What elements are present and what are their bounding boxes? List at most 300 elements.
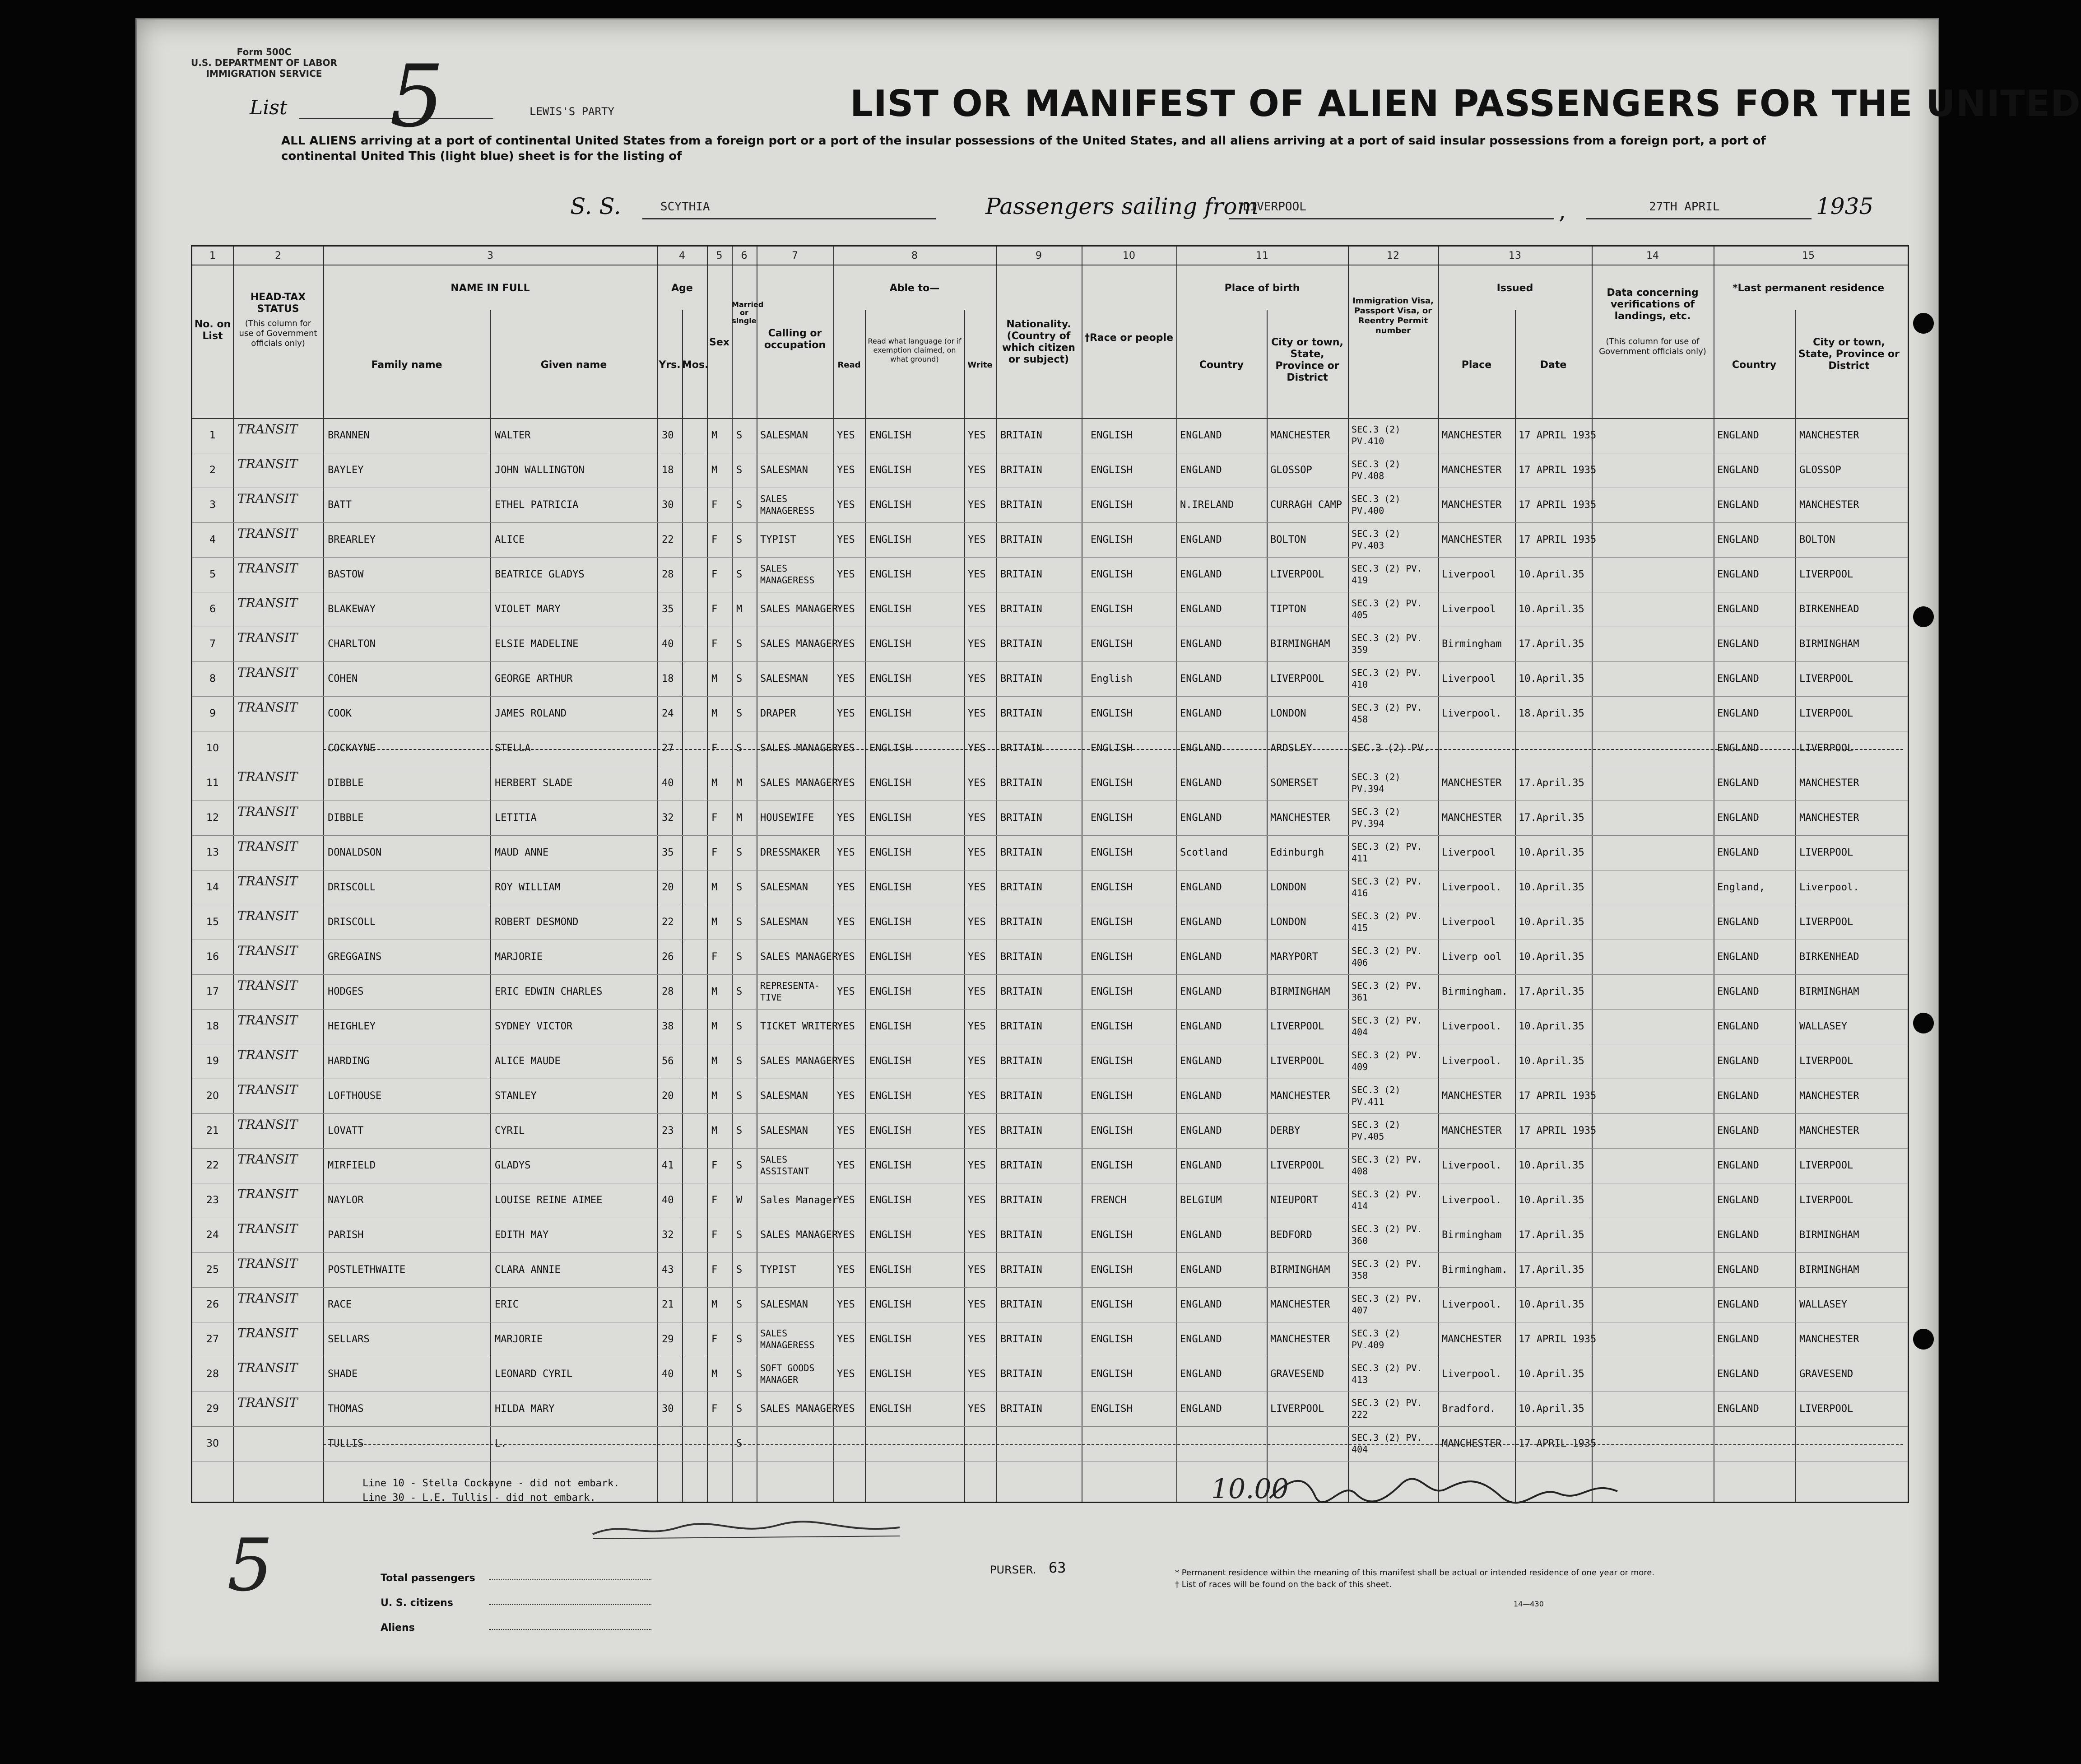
race: ENGLISH (1091, 917, 1133, 928)
manifest-sheet (135, 18, 2081, 1682)
row-rule (192, 522, 1908, 523)
issued-place: Liverp ool (1442, 951, 1502, 963)
age-years: 20 (662, 882, 674, 893)
residence-country: ENGLAND (1717, 812, 1759, 824)
marital-status: S (736, 1229, 743, 1241)
head-tax-status: TRANSIT (237, 804, 298, 819)
sex: M (711, 1368, 718, 1380)
row-rule (192, 974, 1908, 975)
read-language: ENGLISH (869, 638, 911, 650)
nationality: BRITAIN (1000, 777, 1042, 789)
column-rule (732, 247, 733, 1502)
residence-country: ENGLAND (1717, 917, 1759, 928)
form-code: 14—430 (1514, 1600, 1544, 1608)
can-write: YES (968, 1229, 986, 1241)
issued-place: Liverpool (1442, 604, 1496, 615)
row-number: 8 (209, 673, 216, 684)
head-tax-status: TRANSIT (237, 422, 298, 437)
occupation: TICKET WRITER (760, 1021, 838, 1032)
sex: F (711, 847, 718, 858)
race: ENGLISH (1091, 430, 1133, 441)
can-read: YES (837, 465, 855, 476)
column-rule (964, 310, 965, 1502)
race: ENGLISH (1091, 1334, 1133, 1345)
sex: F (711, 1264, 718, 1275)
visa-number: SEC.3 (2) PV.400 (1352, 493, 1401, 516)
family-name: RACE (328, 1299, 352, 1310)
issued-place: Liverpool. (1442, 1160, 1502, 1171)
sex: M (711, 882, 718, 893)
can-write: YES (968, 882, 986, 893)
marital-status: S (736, 1403, 743, 1415)
row-number: 11 (206, 777, 219, 789)
nationality: BRITAIN (1000, 812, 1042, 824)
race: ENGLISH (1091, 604, 1133, 615)
read-language: ENGLISH (869, 604, 911, 615)
nationality: BRITAIN (1000, 534, 1042, 545)
header-race: †Race or people (1084, 332, 1174, 344)
sex: M (711, 986, 718, 997)
header-country: Country (1199, 359, 1244, 371)
issued-date: 17.April.35 (1519, 986, 1584, 997)
nationality: BRITAIN (1000, 430, 1042, 441)
can-write: YES (968, 1403, 986, 1415)
can-read: YES (837, 1229, 855, 1241)
punch-hole (1913, 313, 1934, 334)
nationality: BRITAIN (1000, 673, 1042, 684)
age-years: 26 (662, 951, 674, 963)
marital-status: S (736, 1160, 743, 1171)
sex: M (711, 430, 718, 441)
occupation: SALES MANAGER (760, 951, 838, 963)
punch-hole (1913, 1013, 1934, 1033)
header-last-residence: *Last permanent residence (1732, 283, 1885, 294)
nationality: BRITAIN (1000, 1403, 1042, 1415)
birth-country: ENGLAND (1180, 1090, 1222, 1102)
column-rule (996, 247, 997, 1502)
issued-place: MANCHESTER (1442, 1090, 1502, 1102)
row-number: 18 (206, 1021, 219, 1032)
family-name: LOVATT (328, 1125, 364, 1136)
read-language: ENGLISH (869, 951, 911, 963)
sex: F (711, 534, 718, 545)
age-years: 35 (662, 847, 674, 858)
nationality: BRITAIN (1000, 638, 1042, 650)
read-language: ENGLISH (869, 1160, 911, 1171)
column-number: 10 (1123, 250, 1135, 261)
given-name: ELSIE MADELINE (495, 638, 579, 650)
sex: F (711, 1229, 718, 1241)
head-tax-status: TRANSIT (237, 456, 298, 471)
family-name: PARISH (328, 1229, 364, 1241)
given-name: MARJORIE (495, 1334, 543, 1345)
can-read: YES (837, 917, 855, 928)
nationality: BRITAIN (1000, 743, 1042, 754)
residence-city: BIRKENHEAD (1799, 951, 1859, 963)
can-read: YES (837, 777, 855, 789)
visa-number: SEC.3 (2) PV. 419 (1352, 563, 1422, 586)
marital-status: S (736, 1125, 743, 1136)
birth-country: N.IRELAND (1180, 499, 1234, 511)
occupation: SALESMAN (760, 430, 808, 441)
can-read: YES (837, 638, 855, 650)
family-name: DRISCOLL (328, 882, 376, 893)
race: ENGLISH (1091, 1403, 1133, 1415)
issued-place: Liverpool. (1442, 1368, 1502, 1380)
can-read: YES (837, 430, 855, 441)
head-tax-status: TRANSIT (237, 1082, 298, 1097)
birth-city: BIRMINGHAM (1270, 986, 1330, 997)
header-head-tax-note: (This column for use of Government officials only) (239, 319, 317, 348)
residence-city: MANCHESTER (1799, 499, 1859, 511)
header-data-verification-note: (This column for use of Government officials only) (1599, 337, 1706, 356)
family-name: BREARLEY (328, 534, 376, 545)
aliens-line (489, 1629, 651, 1630)
total-passengers-line (489, 1579, 651, 1580)
page-subtitle: ALL ALIENS arriving at a port of continental United States from a foreign port or a port of the insular possessions of the United States, and all aliens arriving at a port of said insular possessions from a foreign port, a port of continental United This (light blue) sheet is for the listing of (281, 134, 1766, 163)
nationality: BRITAIN (1000, 569, 1042, 580)
given-name: BEATRICE GLADYS (495, 569, 585, 580)
occupation: SALES MANAGERESS (760, 1328, 815, 1350)
given-name: MAUD ANNE (495, 847, 549, 858)
issued-date: 17 APRIL 1935 (1519, 534, 1597, 545)
can-read: YES (837, 1403, 855, 1415)
visa-number: SEC.3 (2) PV.408 (1352, 459, 1401, 481)
residence-country: ENGLAND (1717, 499, 1759, 511)
head-tax-status: TRANSIT (237, 839, 298, 854)
visa-number: SEC.3 (2) PV. 358 (1352, 1258, 1422, 1281)
birth-country: ENGLAND (1180, 882, 1222, 893)
age-years: 41 (662, 1160, 674, 1171)
can-write: YES (968, 465, 986, 476)
can-write: YES (968, 951, 986, 963)
family-name: SELLARS (328, 1334, 370, 1345)
age-years: 27 (662, 743, 674, 754)
can-write: YES (968, 569, 986, 580)
nationality: BRITAIN (1000, 1195, 1042, 1206)
row-number: 24 (206, 1229, 219, 1241)
birth-country: ENGLAND (1180, 1160, 1222, 1171)
visa-number: SEC.3 (2) PV. 361 (1352, 980, 1422, 1003)
given-name: LETITIA (495, 812, 537, 824)
read-language: ENGLISH (869, 1403, 911, 1415)
head-tax-status: TRANSIT (237, 1013, 298, 1028)
header-read: Read (837, 360, 861, 370)
family-name: BLAKEWAY (328, 604, 376, 615)
residence-country: ENGLAND (1717, 569, 1759, 580)
marital-status: S (736, 1299, 743, 1310)
family-name: GREGGAINS (328, 951, 382, 963)
can-read: YES (837, 569, 855, 580)
family-name: COCKAYNE (328, 743, 376, 754)
head-tax-status: TRANSIT (237, 874, 298, 889)
issued-date: 17.April.35 (1519, 1264, 1584, 1275)
birth-country: ENGLAND (1180, 673, 1222, 684)
read-language: ENGLISH (869, 1056, 911, 1067)
visa-number: SEC.3 (2) PV. 222 (1352, 1397, 1422, 1420)
birth-city: LONDON (1270, 882, 1306, 893)
residence-country: ENGLAND (1717, 1160, 1759, 1171)
birth-city: NIEUPORT (1270, 1195, 1318, 1206)
can-read: YES (837, 812, 855, 824)
can-read: YES (837, 604, 855, 615)
sex: F (711, 951, 718, 963)
marital-status: S (736, 499, 743, 511)
family-name: COOK (328, 708, 352, 719)
birth-country: ENGLAND (1180, 1021, 1222, 1032)
row-number: 2 (209, 465, 216, 476)
occupation: TYPIST (760, 1264, 796, 1275)
sex: F (711, 569, 718, 580)
can-write: YES (968, 1195, 986, 1206)
occupation: SALESMAN (760, 1125, 808, 1136)
column-rule (1438, 247, 1439, 1502)
residence-city: GLOSSOP (1799, 465, 1841, 476)
date-underline (1586, 218, 1812, 219)
residence-city: Liverpool. (1799, 882, 1859, 893)
marital-status: S (736, 569, 743, 580)
race: ENGLISH (1091, 569, 1133, 580)
can-read: YES (837, 951, 855, 963)
residence-city: MANCHESTER (1799, 1090, 1859, 1102)
marital-status: S (736, 1368, 743, 1380)
occupation: DRESSMAKER (760, 847, 820, 858)
sailing-date: 27TH APRIL (1649, 200, 1720, 214)
family-name: NAYLOR (328, 1195, 364, 1206)
head-tax-status: TRANSIT (237, 561, 298, 576)
column-number: 8 (911, 250, 918, 261)
header-nationality: Nationality. (Country of which citizen or subject) (1002, 319, 1075, 365)
race: ENGLISH (1091, 1021, 1133, 1032)
occupation: SALESMAN (760, 882, 808, 893)
punch-hole (1913, 606, 1934, 627)
head-tax-status: TRANSIT (237, 1152, 298, 1167)
residence-city: MANCHESTER (1799, 777, 1859, 789)
sex: F (711, 1403, 718, 1415)
issued-place: Birmingham (1442, 638, 1502, 650)
race: ENGLISH (1091, 499, 1133, 511)
race: ENGLISH (1091, 1368, 1133, 1380)
can-read: YES (837, 673, 855, 684)
column-number: 2 (275, 250, 281, 261)
read-language: ENGLISH (869, 499, 911, 511)
occupation: SALES MANAGER (760, 638, 838, 650)
nationality: BRITAIN (1000, 708, 1042, 719)
issued-date: 17 APRIL 1935 (1519, 430, 1597, 441)
residence-country: ENGLAND (1717, 986, 1759, 997)
visa-number: SEC.3 (2) PV. 405 (1352, 598, 1422, 620)
age-years: 40 (662, 638, 674, 650)
issued-place: MANCHESTER (1442, 430, 1502, 441)
marital-status: S (736, 917, 743, 928)
marital-status: S (736, 847, 743, 858)
header-city: City or town, State, Province or District (1271, 337, 1343, 383)
family-name: TULLIS (328, 1438, 364, 1449)
sex: F (711, 743, 718, 754)
residence-country: ENGLAND (1717, 1090, 1759, 1102)
marital-status: S (736, 1021, 743, 1032)
visa-number: SEC.3 (2) PV. 408 (1352, 1154, 1422, 1177)
birth-city: MARYPORT (1270, 951, 1318, 963)
party-note: LEWIS'S PARTY (530, 105, 614, 118)
head-tax-status: TRANSIT (237, 1221, 298, 1236)
read-language: ENGLISH (869, 847, 911, 858)
row-number: 21 (206, 1125, 219, 1136)
birth-country: ENGLAND (1180, 569, 1222, 580)
purser-signature (588, 1516, 904, 1543)
visa-number: SEC.3 (2) PV.405 (1352, 1119, 1401, 1142)
marital-status: S (736, 534, 743, 545)
sex: M (711, 1299, 718, 1310)
residence-city: BIRMINGHAM (1799, 986, 1859, 997)
marital-status: W (736, 1195, 743, 1206)
header-name-in-full: NAME IN FULL (451, 283, 530, 294)
can-read: YES (837, 882, 855, 893)
row-number: 3 (209, 499, 216, 511)
residence-city: LIVERPOOL (1799, 917, 1853, 928)
nationality: BRITAIN (1000, 882, 1042, 893)
column-rule (1348, 247, 1349, 1502)
residence-country: ENGLAND (1717, 1299, 1759, 1310)
can-write: YES (968, 1368, 986, 1380)
column-number: 4 (679, 250, 685, 261)
birth-country: ENGLAND (1180, 812, 1222, 824)
nationality: BRITAIN (1000, 1125, 1042, 1136)
read-language: ENGLISH (869, 812, 911, 824)
sex: M (711, 1125, 718, 1136)
sex: M (711, 465, 718, 476)
birth-city: LIVERPOOL (1270, 1021, 1324, 1032)
can-read: YES (837, 1195, 855, 1206)
header-visa: Immigration Visa, Passport Visa, or Reentry Permit number (1352, 296, 1434, 335)
row-rule (192, 835, 1908, 836)
form-id: Form 500C U.S. DEPARTMENT OF LABOR IMMIGRATION SERVICE (191, 47, 337, 79)
family-name: HARDING (328, 1056, 370, 1067)
head-tax-status: TRANSIT (237, 526, 298, 541)
read-language: ENGLISH (869, 882, 911, 893)
issued-date: 10.April.35 (1519, 569, 1584, 580)
issued-place: Liverpool. (1442, 1021, 1502, 1032)
visa-number: SEC.3 (2) PV. 458 (1352, 702, 1422, 725)
issued-date: 10.April.35 (1519, 1056, 1584, 1067)
header-able-to: Able to— (889, 283, 940, 294)
given-name: JOHN WALLINGTON (495, 465, 585, 476)
occupation: SALESMAN (760, 673, 808, 684)
age-years: 38 (662, 1021, 674, 1032)
row-number: 30 (206, 1438, 219, 1449)
marital-status: S (736, 1334, 743, 1345)
age-years: 24 (662, 708, 674, 719)
visa-number: SEC.3 (2) PV. 407 (1352, 1293, 1422, 1316)
residence-city: BIRMINGHAM (1799, 1264, 1859, 1275)
comma: , (1559, 198, 1566, 224)
residence-city: LIVERPOOL (1799, 569, 1853, 580)
issued-place: MANCHESTER (1442, 534, 1502, 545)
header-calling: Calling or occupation (764, 328, 826, 351)
race: ENGLISH (1091, 708, 1133, 719)
can-read: YES (837, 1160, 855, 1171)
given-name: ALICE (495, 534, 525, 545)
nationality: BRITAIN (1000, 1368, 1042, 1380)
can-read: YES (837, 1264, 855, 1275)
sex: F (711, 499, 718, 511)
head-tax-status: TRANSIT (237, 700, 298, 715)
nationality: BRITAIN (1000, 986, 1042, 997)
row-number: 28 (206, 1368, 219, 1380)
can-write: YES (968, 534, 986, 545)
head-tax-status: TRANSIT (237, 978, 298, 993)
can-read: YES (837, 1125, 855, 1136)
issued-date: 10.April.35 (1519, 1021, 1584, 1032)
row-number: 25 (206, 1264, 219, 1275)
read-language: ENGLISH (869, 1299, 911, 1310)
age-years: 30 (662, 1403, 674, 1415)
given-name: HILDA MARY (495, 1403, 555, 1415)
can-read: YES (837, 1021, 855, 1032)
row-number: 22 (206, 1160, 219, 1171)
birth-country: ENGLAND (1180, 1125, 1222, 1136)
race: ENGLISH (1091, 1160, 1133, 1171)
visa-number: SEC.3 (2) PV. 359 (1352, 633, 1422, 655)
can-write: YES (968, 1264, 986, 1275)
family-name: MIRFIELD (328, 1160, 376, 1171)
visa-number: SEC.3 (2) PV. 360 (1352, 1224, 1422, 1246)
birth-country: ENGLAND (1180, 534, 1222, 545)
birth-city: MANCHESTER (1270, 430, 1330, 441)
can-write: YES (968, 1056, 986, 1067)
residence-city: LIVERPOOL (1799, 673, 1853, 684)
head-tax-status: TRANSIT (237, 1395, 298, 1410)
read-language: ENGLISH (869, 534, 911, 545)
given-name: GEORGE ARTHUR (495, 673, 573, 684)
occupation: SALES MANAGER (760, 1403, 838, 1415)
head-tax-status: TRANSIT (237, 596, 298, 610)
read-language: ENGLISH (869, 777, 911, 789)
can-write: YES (968, 1090, 986, 1102)
occupation: SALES MANAGERESS (760, 563, 815, 586)
ss-label: S. S. (570, 193, 621, 219)
header-place: Place (1461, 359, 1492, 371)
visa-number: SEC.3 (2) PV.409 (1352, 1328, 1401, 1350)
nationality: BRITAIN (1000, 499, 1042, 511)
residence-country: ENGLAND (1717, 847, 1759, 858)
officer-signature (1265, 1471, 1626, 1507)
race: FRENCH (1091, 1195, 1127, 1206)
marital-status: S (736, 708, 743, 719)
birth-city: DERBY (1270, 1125, 1301, 1136)
issued-place: Liverpool. (1442, 882, 1502, 893)
visa-number: SEC.3 (2) PV.394 (1352, 772, 1401, 794)
residence-city: LIVERPOOL (1799, 1056, 1853, 1067)
read-language: ENGLISH (869, 743, 911, 754)
birth-city: SOMERSET (1270, 777, 1318, 789)
can-write: YES (968, 708, 986, 719)
given-name: ERIC (495, 1299, 519, 1310)
age-years: 30 (662, 430, 674, 441)
birth-city: MANCHESTER (1270, 1334, 1330, 1345)
birth-country: ENGLAND (1180, 638, 1222, 650)
residence-country: ENGLAND (1717, 1195, 1759, 1206)
residence-country: ENGLAND (1717, 951, 1759, 963)
us-citizens-label: U. S. citizens (381, 1597, 453, 1609)
residence-city: LIVERPOOL (1799, 1403, 1853, 1415)
header-given-name: Given name (540, 359, 607, 371)
given-name: STANLEY (495, 1090, 537, 1102)
row-number: 12 (206, 812, 219, 824)
residence-country: ENGLAND (1717, 1264, 1759, 1275)
issued-place: Birmingham. (1442, 1264, 1508, 1275)
residence-country: ENGLAND (1717, 1056, 1759, 1067)
